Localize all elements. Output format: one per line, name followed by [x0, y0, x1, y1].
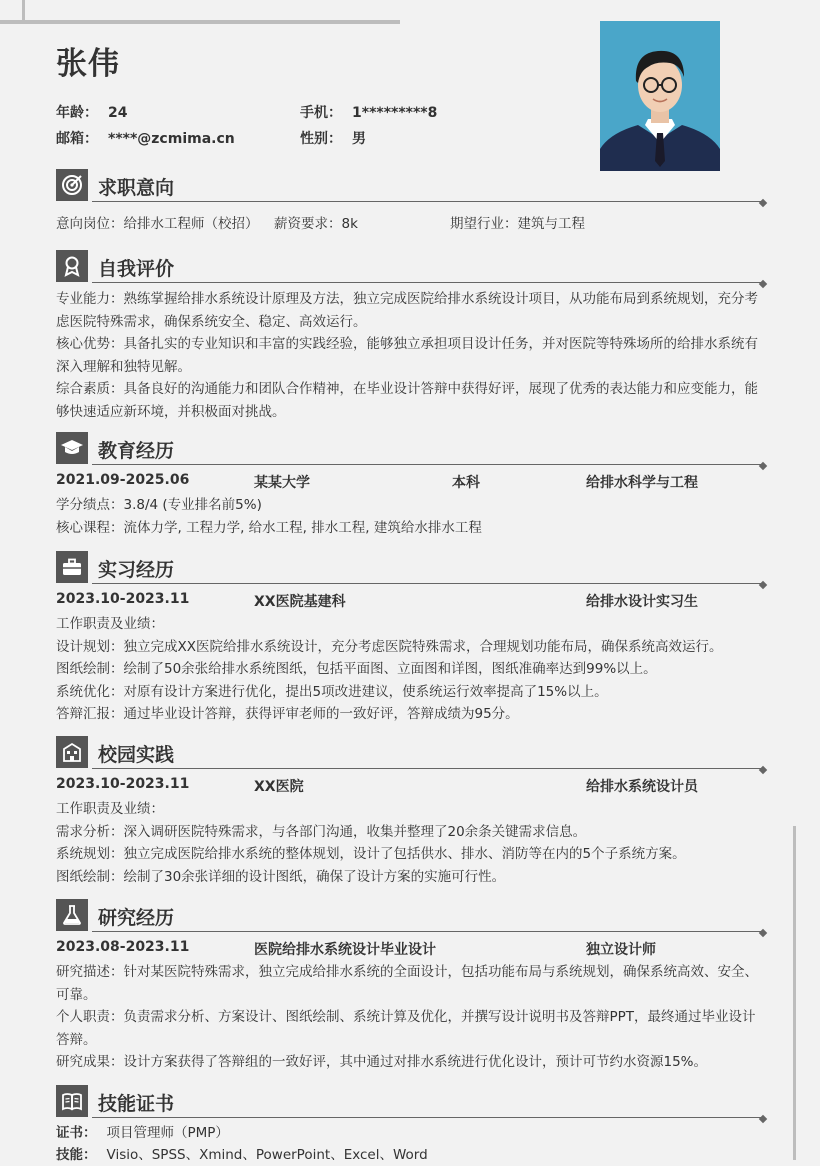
self-eval-list [56, 288, 766, 423]
intention-salary: 薪资要求：8k [274, 216, 358, 232]
email-label: 邮箱： [56, 131, 98, 147]
section-header [56, 899, 766, 933]
book-icon [56, 1085, 88, 1117]
internship-item: 工作职责及业绩： [56, 616, 164, 632]
section-header [56, 250, 766, 284]
phone-value: 1*********8 [352, 105, 438, 121]
section-self-eval [56, 250, 766, 423]
campus-role: 给排水系统设计员 [586, 779, 698, 795]
intention-industry: 期望行业：建筑与工程 [450, 216, 585, 232]
education-period: 2021.09-2025.06 [56, 472, 190, 488]
education-gpa: 学分绩点：3.8/4 (专业排名前5%) [56, 497, 262, 513]
section-title: 求职意向 [98, 177, 175, 199]
section-divider [92, 583, 762, 584]
section-internship [56, 551, 766, 726]
intention-position: 意向岗位：给排水工程师（校招） [56, 216, 259, 232]
skills-skill-row [56, 1144, 766, 1166]
section-title: 技能证书 [98, 1093, 175, 1115]
building-icon [56, 736, 88, 768]
email-info [56, 128, 235, 148]
internship-item: 答辩汇报：通过毕业设计答辩，获得评审老师的一致好评，答辩成绩为95分。 [56, 706, 519, 722]
internship-period: 2023.10-2023.11 [56, 591, 190, 607]
section-divider [92, 768, 762, 769]
campus-item: 工作职责及业绩： [56, 801, 164, 817]
internship-org: XX医院基建科 [254, 594, 346, 610]
section-header [56, 169, 766, 203]
award-icon [56, 250, 88, 282]
campus-item: 需求分析：深入调研医院特殊需求，与各部门沟通，收集并整理了20余条关键需求信息。 [56, 823, 587, 840]
education-major: 给排水科学与工程 [586, 475, 698, 491]
internship-item: 图纸绘制：绘制了50余张给排水系统图纸，包括平面图、立面图和详图，图纸准确率达到99%以上。 [56, 661, 657, 677]
section-title: 校园实践 [98, 744, 175, 766]
campus-item: 系统规划：独立完成医院给排水系统的整体规划，设计了包括供水、排水、消防等在内的5个子系统方案。 [56, 846, 686, 862]
skill-value: Visio、SPSS、Xmind、PowerPoint、Excel、Word [106, 1147, 428, 1163]
cert-value: 项目管理师（PMP） [106, 1125, 229, 1141]
education-school: 某某大学 [254, 475, 310, 491]
section-header [56, 551, 766, 585]
section-divider [92, 931, 762, 932]
cert-label: 证书： [56, 1125, 97, 1141]
research-item: 个人职责：负责需求分析、方案设计、图纸绘制、系统计算及优化，并撰写设计说明书及答辩PPT，最终通过毕业设计答辩。 [56, 1009, 756, 1048]
section-divider-dot [759, 766, 767, 774]
section-divider-dot [759, 929, 767, 937]
profile-photo [600, 21, 720, 171]
section-divider-dot [759, 280, 767, 288]
candidate-name: 张伟 [56, 46, 120, 82]
section-header [56, 1085, 766, 1119]
research-row [56, 937, 766, 961]
campus-row [56, 774, 766, 798]
section-title: 实习经历 [98, 559, 175, 581]
graduation-cap-icon [56, 432, 88, 464]
self-eval-item: 核心优势：具备扎实的专业知识和丰富的实践经验，能够独立承担项目设计任务，并对医院等特殊场所的给排水系统有深入理解和独特见解。 [56, 336, 758, 375]
phone-info [300, 102, 437, 122]
education-degree: 本科 [452, 475, 480, 491]
section-divider-dot [759, 462, 767, 470]
research-item: 研究描述：针对某医院特殊需求，独立完成给排水系统的全面设计，包括功能布局与系统规划，确保系统高效、安全、可靠。 [56, 964, 758, 1003]
section-divider [92, 1117, 762, 1118]
self-eval-item: 综合素质：具备良好的沟通能力和团队合作精神，在毕业设计答辩中获得好评，展现了优秀的表达能力和应变能力，能够快速适应新环境，并积极面对挑战。 [56, 381, 758, 420]
internship-item: 设计规划：独立完成XX医院给排水系统设计，充分考虑医院特殊需求，合理规划功能布局，确保系统高效运行。 [56, 638, 723, 655]
gender-value: 男 [352, 131, 366, 147]
internship-role: 给排水设计实习生 [586, 594, 698, 610]
section-education [56, 432, 766, 539]
campus-period: 2023.10-2023.11 [56, 776, 190, 792]
gender-info [300, 128, 366, 148]
intention-row [56, 212, 766, 235]
research-item: 研究成果：设计方案获得了答辩组的一致好评，其中通过对排水系统进行优化设计，预计可节约水资源15%。 [56, 1054, 708, 1070]
decor-line-vertical [22, 0, 25, 22]
section-title: 研究经历 [98, 907, 175, 929]
section-research [56, 899, 766, 1074]
section-divider [92, 464, 762, 465]
section-divider-dot [759, 581, 767, 589]
section-title: 教育经历 [98, 440, 175, 462]
decor-line-horizontal [0, 20, 400, 24]
section-intention [56, 169, 766, 235]
section-divider [92, 201, 762, 202]
briefcase-icon [56, 551, 88, 583]
email-value: ****@zcmima.cn [108, 131, 235, 147]
section-skills [56, 1085, 766, 1166]
target-icon [56, 169, 88, 201]
education-row [56, 470, 766, 494]
age-label: 年龄： [56, 105, 98, 121]
self-eval-item: 专业能力：熟练掌握给排水系统设计原理及方法，独立完成医院给排水系统设计项目，从功能布局到系统规划，充分考虑医院特殊需求，确保系统安全、稳定、高效运行。 [56, 291, 758, 330]
skills-cert-row [56, 1122, 766, 1144]
flask-icon [56, 899, 88, 931]
phone-label: 手机： [300, 105, 342, 121]
campus-org: XX医院 [254, 779, 304, 795]
research-project: 医院给排水系统设计毕业设计 [254, 942, 436, 958]
section-header [56, 432, 766, 466]
internship-item: 系统优化：对原有设计方案进行优化，提出5项改进建议，使系统运行效率提高了15%以上。 [56, 683, 608, 700]
gender-label: 性别： [300, 131, 342, 147]
campus-item: 图纸绘制：绘制了30余张详细的设计图纸，确保了设计方案的实施可行性。 [56, 868, 506, 885]
research-period: 2023.08-2023.11 [56, 939, 190, 955]
section-title: 自我评价 [98, 258, 175, 280]
internship-row [56, 589, 766, 613]
section-campus [56, 736, 766, 888]
section-header [56, 736, 766, 770]
age-value: 24 [108, 105, 128, 121]
education-courses: 核心课程：流体力学, 工程力学, 给水工程, 排水工程, 建筑给水排水工程 [56, 519, 482, 536]
decor-line-right [793, 826, 796, 1160]
section-divider [92, 282, 762, 283]
skill-label: 技能： [56, 1147, 97, 1163]
section-divider-dot [759, 199, 767, 207]
age-info [56, 102, 127, 122]
research-role: 独立设计师 [586, 942, 656, 958]
